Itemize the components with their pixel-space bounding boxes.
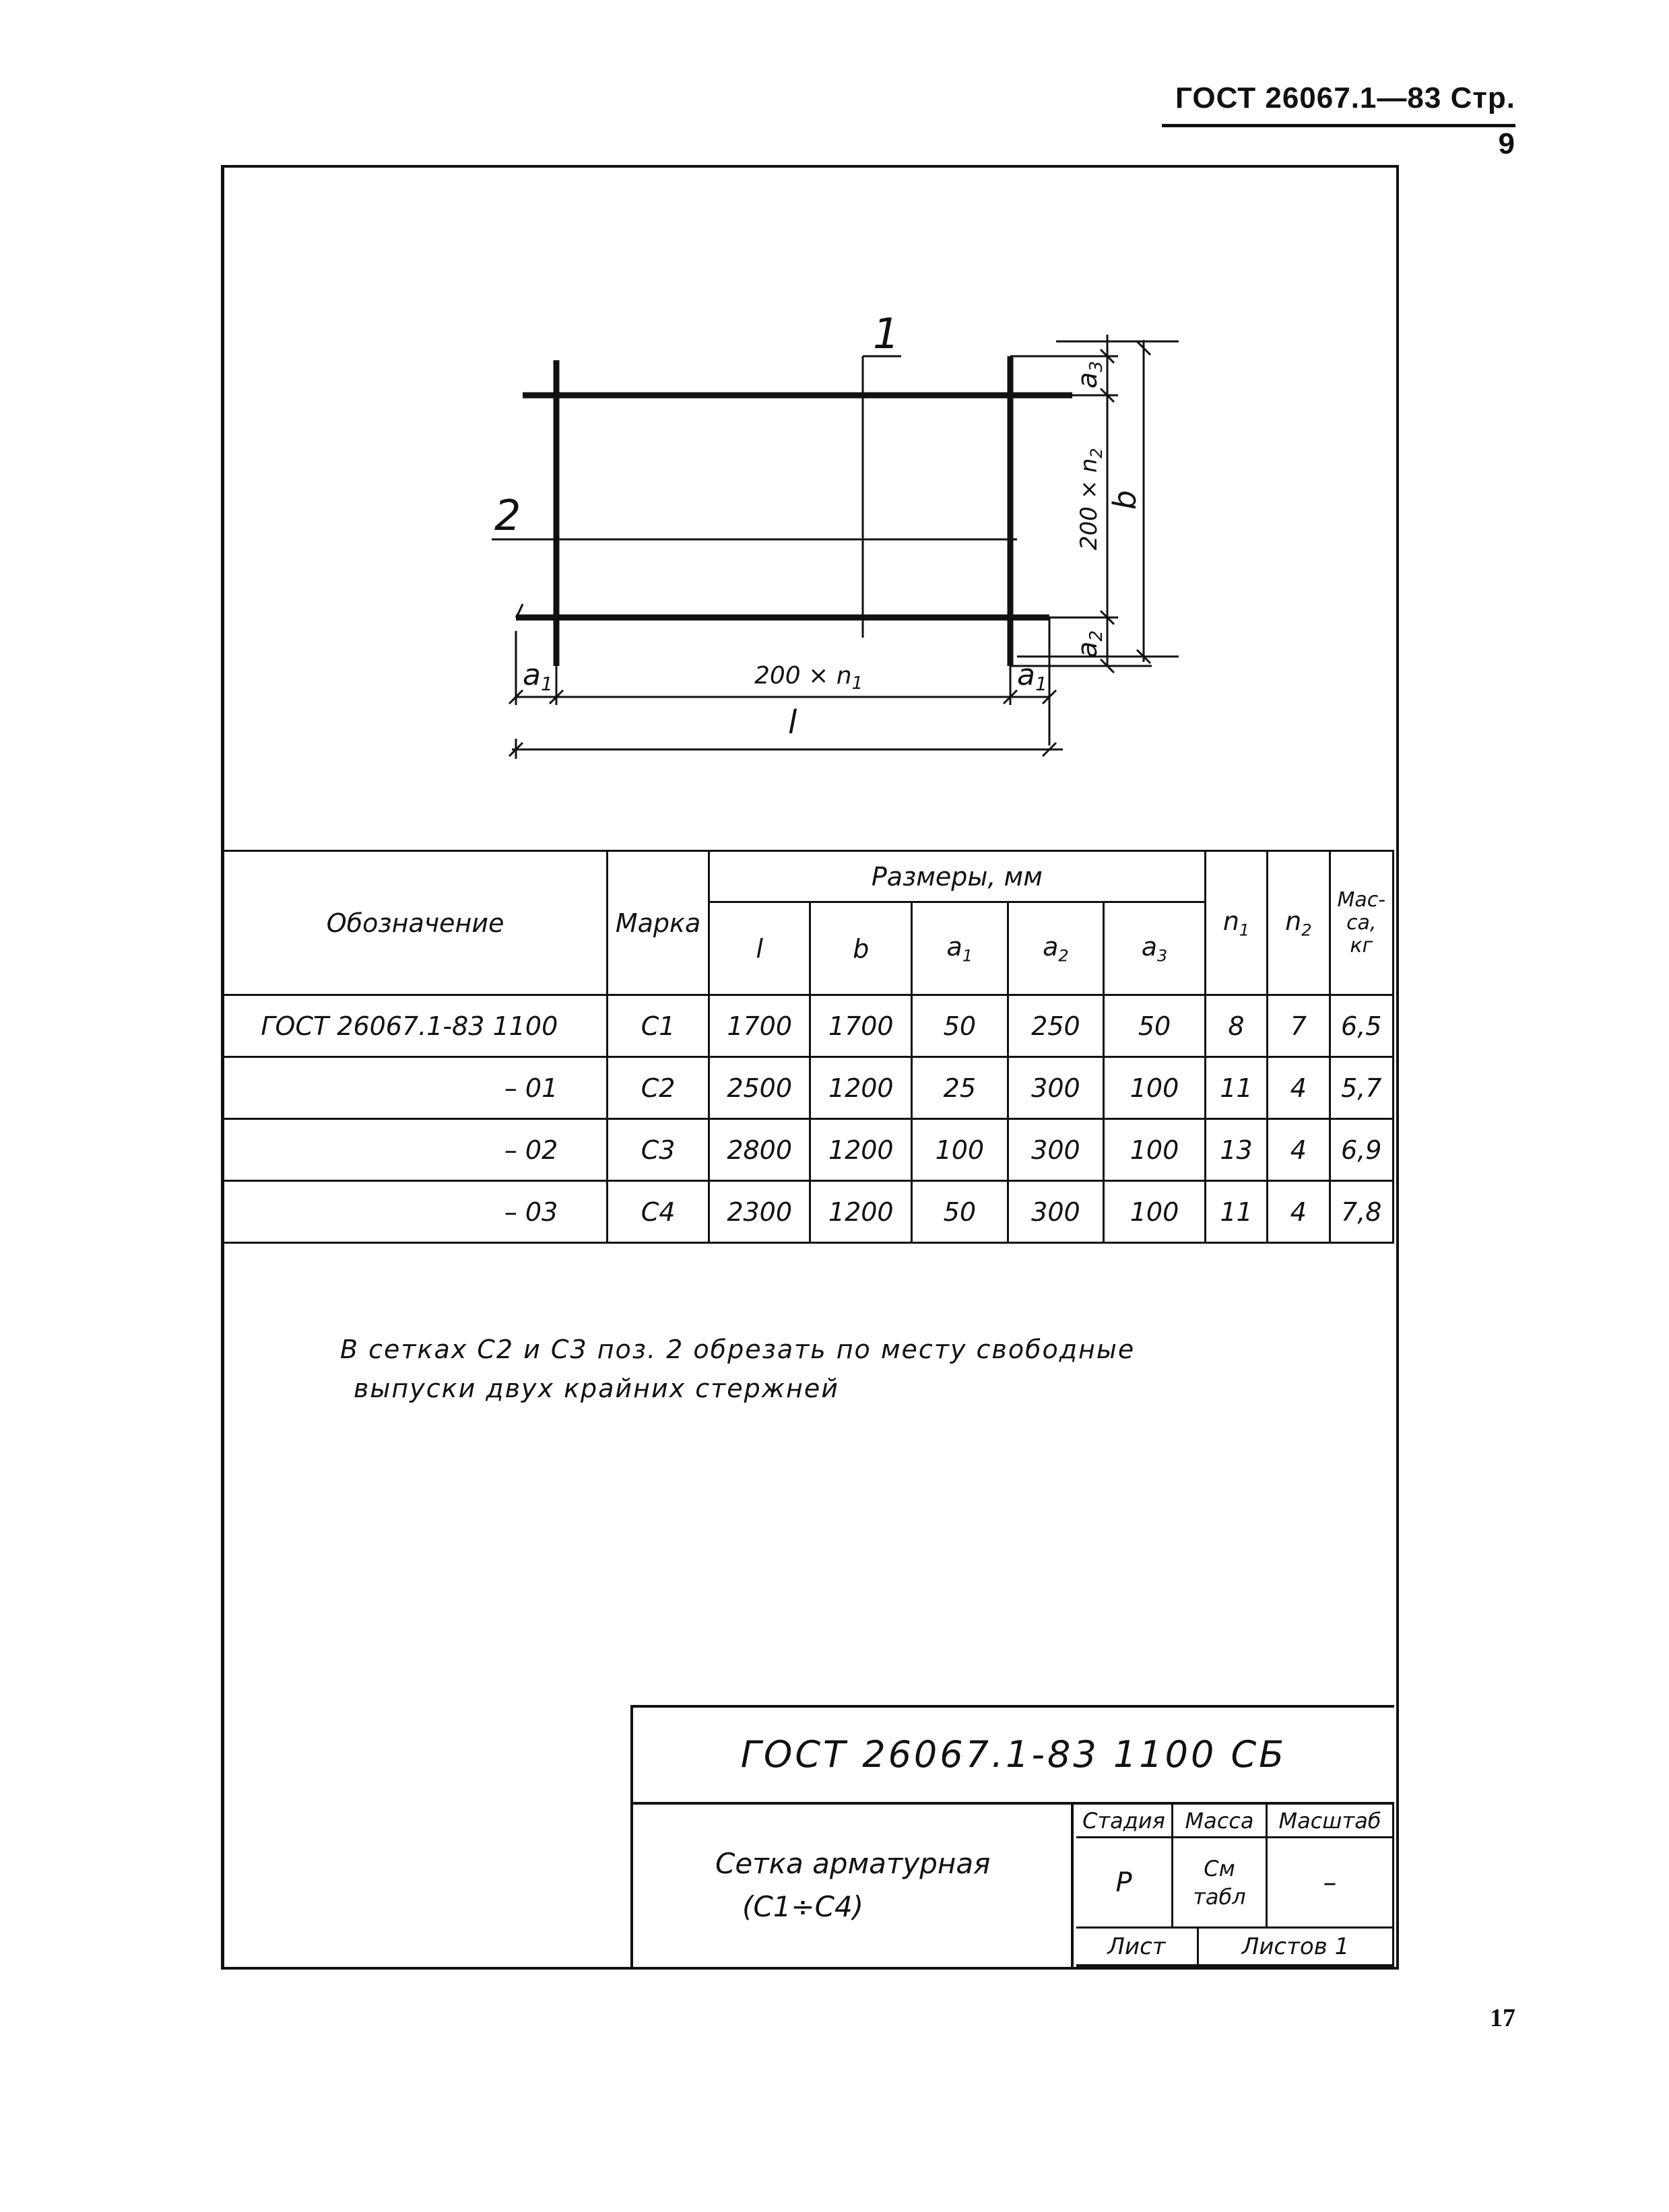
row-a1: 50 xyxy=(912,995,1008,1057)
length-l-label: l xyxy=(788,704,797,741)
document-name xyxy=(633,1805,1074,1967)
row-a2: 300 xyxy=(1008,1057,1104,1119)
row-mass: 6,9 xyxy=(1330,1119,1393,1181)
span-200-n1-label: $200 \times n_1$ xyxy=(754,662,863,694)
row-mark: С3 xyxy=(608,1119,709,1181)
note-line-1: В сетках С2 и С3 поз. 2 обрезать по месту свободные xyxy=(340,1335,1136,1364)
row-a2: 300 xyxy=(1008,1119,1104,1181)
page-number: 17 xyxy=(1490,2004,1515,2032)
a3-label: $a_3$ xyxy=(1072,360,1107,389)
row-mark: С1 xyxy=(608,995,709,1057)
row-n1: 11 xyxy=(1205,1057,1267,1119)
row-a1: 25 xyxy=(912,1057,1008,1119)
n1-header: $n_1$ xyxy=(1205,851,1267,995)
row-a2: 300 xyxy=(1008,1181,1104,1243)
row-n1: 11 xyxy=(1205,1181,1267,1243)
position-1-label: 1 xyxy=(873,309,900,358)
title-block xyxy=(630,1705,1394,1967)
stage-value: Р xyxy=(1076,1838,1173,1929)
position-leaders xyxy=(492,356,901,539)
row-a1: 50 xyxy=(912,1181,1008,1243)
scale-value: – xyxy=(1268,1838,1394,1929)
row-n1: 8 xyxy=(1205,995,1267,1057)
scale-label: Масштаб xyxy=(1268,1805,1394,1838)
row-mark: С4 xyxy=(608,1181,709,1243)
row-mark: С2 xyxy=(608,1057,709,1119)
row-l: 2800 xyxy=(709,1119,810,1181)
table-row xyxy=(224,1119,1394,1181)
designation-header: Обозначение xyxy=(224,851,608,995)
row-b: 1200 xyxy=(810,1119,912,1181)
document-name-line-2: (С1÷С4) xyxy=(742,1890,864,1923)
position-2-label: 2 xyxy=(494,491,521,540)
sheet-label: Лист xyxy=(1076,1929,1199,1967)
page-header: ГОСТ 26067.1—83 Стр. 9 xyxy=(1162,75,1515,127)
row-n2: 4 xyxy=(1268,1181,1330,1243)
sheets-count-label: Листов 1 xyxy=(1199,1929,1394,1967)
row-n1: 13 xyxy=(1205,1119,1267,1181)
row-l: 2300 xyxy=(709,1181,810,1243)
technical-note xyxy=(340,1330,1283,1408)
row-mass: 5,7 xyxy=(1330,1057,1393,1119)
row-b: 1700 xyxy=(810,995,912,1057)
row-n2: 4 xyxy=(1268,1119,1330,1181)
row-mass: 7,8 xyxy=(1330,1181,1393,1243)
a1-right-label: a1 xyxy=(1017,658,1047,695)
row-a3: 100 xyxy=(1104,1057,1206,1119)
span-200-n2-label: $200 \times n_2$ xyxy=(1076,448,1106,550)
row-b: 1200 xyxy=(810,1057,912,1119)
mesh-bars xyxy=(516,356,1072,666)
b-header: b xyxy=(810,902,912,995)
row-a2: 250 xyxy=(1008,995,1104,1057)
table-row xyxy=(224,1057,1394,1119)
mass-header: Мас- са, кг xyxy=(1330,851,1393,995)
a1-header: $a_1$ xyxy=(912,902,1008,995)
a3-header: $a_3$ xyxy=(1104,902,1206,995)
row-a3: 50 xyxy=(1104,995,1206,1057)
document-name-line-1: Сетка арматурная xyxy=(715,1847,991,1880)
document-code: ГОСТ 26067.1-83 1100 СБ xyxy=(633,1708,1394,1805)
row-mass: 6,5 xyxy=(1330,995,1393,1057)
mesh-specification-table xyxy=(222,850,1394,1244)
note-line-2: выпуски двух крайних стержней xyxy=(354,1374,839,1403)
n2-header: $n_2$ xyxy=(1268,851,1330,995)
width-b-label: b xyxy=(1107,490,1143,510)
row-designation: ГОСТ 26067.1-83 1100 xyxy=(224,995,608,1057)
row-designation: – 02 xyxy=(224,1119,608,1181)
stage-label: Стадия xyxy=(1076,1805,1173,1838)
row-n2: 4 xyxy=(1268,1057,1330,1119)
table-row xyxy=(224,995,1394,1057)
l-header: l xyxy=(709,902,810,995)
row-a3: 100 xyxy=(1104,1119,1206,1181)
a2-header: $a_2$ xyxy=(1008,902,1104,995)
row-n2: 7 xyxy=(1268,995,1330,1057)
mesh-drawing xyxy=(222,166,1394,850)
mass-value: См табл xyxy=(1173,1838,1268,1929)
row-l: 2500 xyxy=(709,1057,810,1119)
a2-label: $a_2$ xyxy=(1072,630,1107,658)
sizes-header: Размеры, мм xyxy=(709,851,1205,902)
row-b: 1200 xyxy=(810,1181,912,1243)
mark-header: Марка xyxy=(608,851,709,995)
table-row xyxy=(224,1181,1394,1243)
a1-left-label: a1 xyxy=(523,658,553,695)
row-l: 1700 xyxy=(709,995,810,1057)
mass-label: Масса xyxy=(1173,1805,1268,1838)
row-a3: 100 xyxy=(1104,1181,1206,1243)
row-a1: 100 xyxy=(912,1119,1008,1181)
row-designation: – 01 xyxy=(224,1057,608,1119)
row-designation: – 03 xyxy=(224,1181,608,1243)
